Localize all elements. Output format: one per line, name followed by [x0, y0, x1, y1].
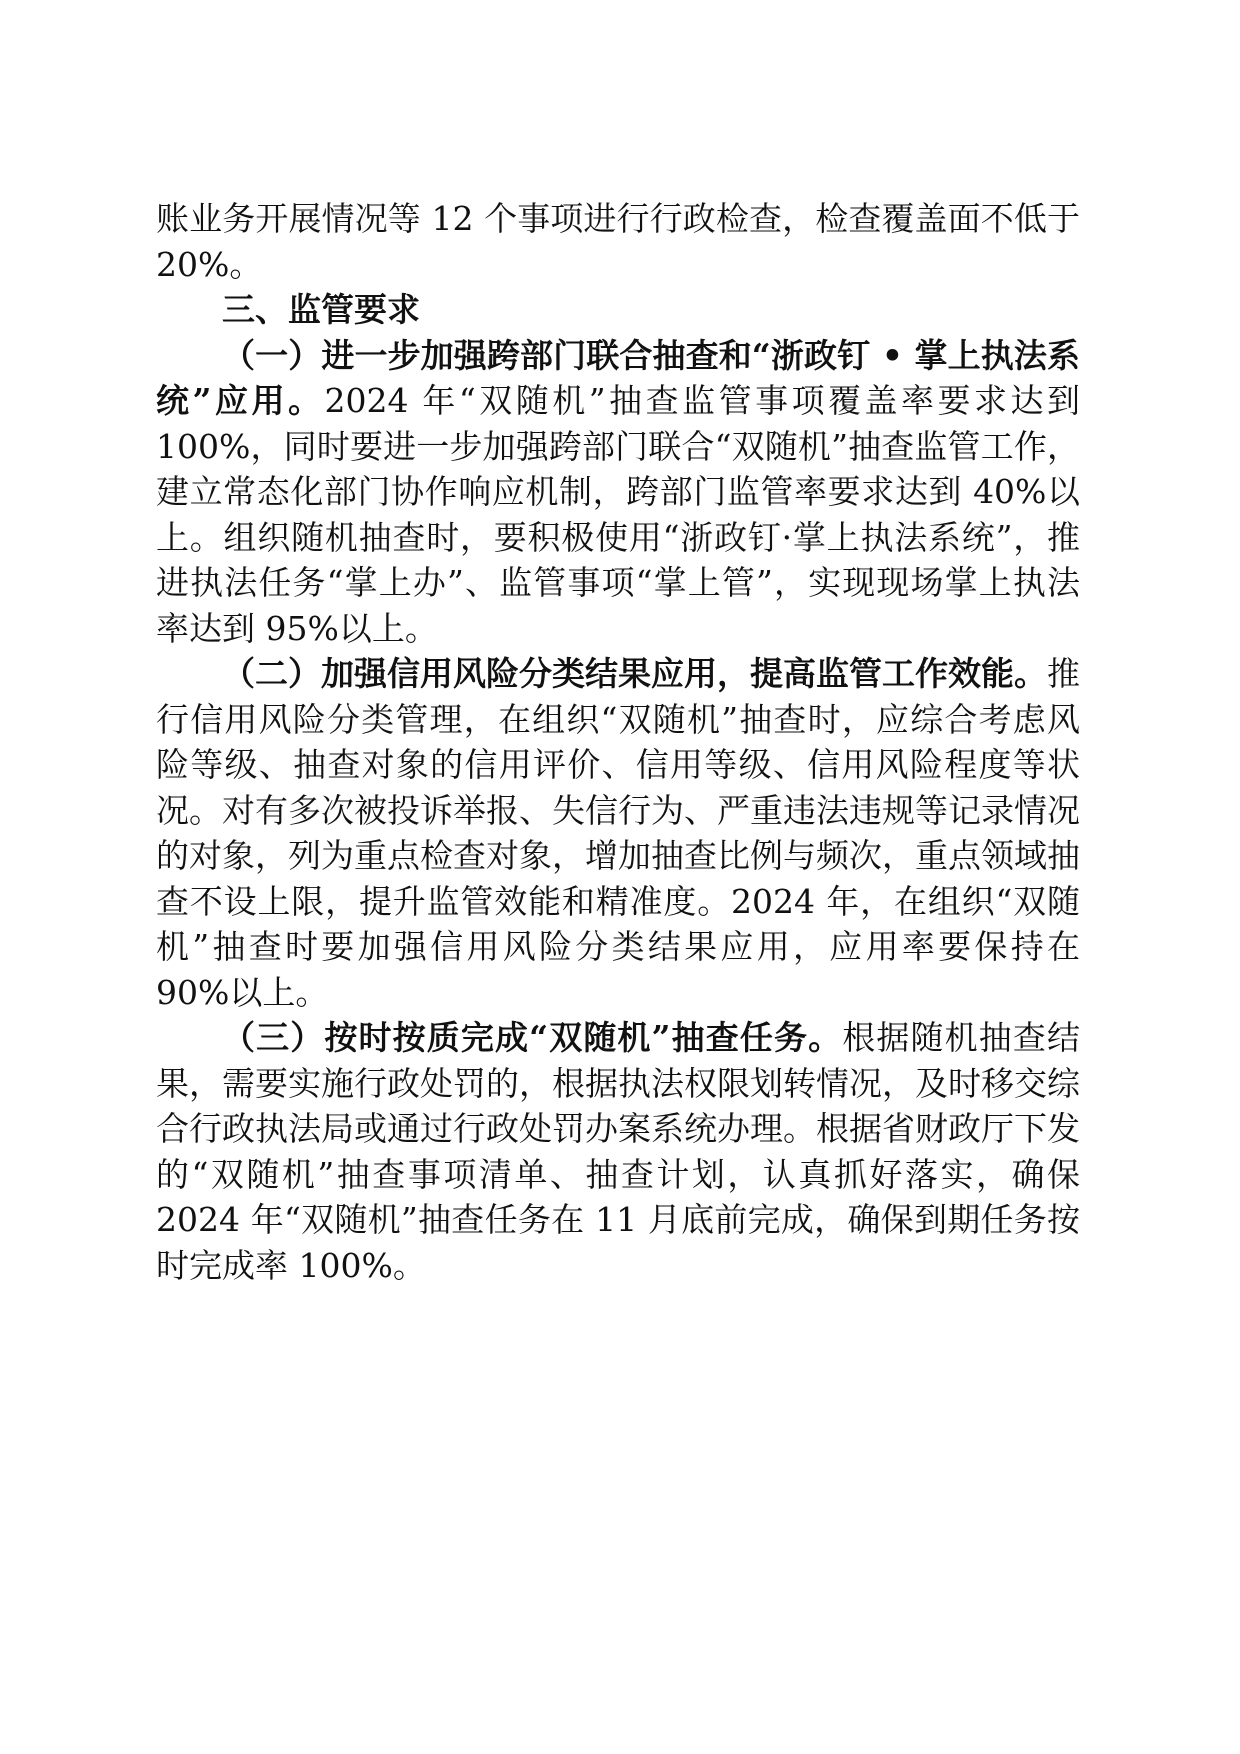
- document-body: [156, 196, 1080, 1288]
- item-1-heading: （一）进一步加强跨部门联合抽查和“浙政钉 • 掌上执法系统”应用。: [156, 335, 1080, 420]
- item-2-heading: （二）加强信用风险分类结果应用，提高监管工作效能。: [222, 654, 1047, 693]
- section-heading: 三、监管要求: [222, 290, 420, 329]
- item-1-body: 2024 年“双随机”抽查监管事项覆盖率要求达到 100%，同时要进一步加强跨部门联合“双随机”抽查监管工作，建立常态化部门协作响应机制，跨部门监管率要求达到 40%以上。组织随机抽查时，要积极使用“浙政钉·掌上执法系统”，推进执法任务“掌上办”、监管事项“掌上管”，实现现场掌上执法率达到 95%以上。: [156, 381, 1081, 648]
- item-3-paragraph: [156, 1015, 1080, 1288]
- item-3-body: 根据随机抽查结果，需要实施行政处罚的，根据执法权限划转情况，及时移交综合行政执法局或通过行政处罚办案系统办理。根据省财政厅下发的“双随机”抽查事项清单、抽查计划，认真抓好落实，确保 2024 年“双随机”抽查任务在 11 月底前完成，确保到期任务按时完成率 100%。: [156, 1018, 1081, 1285]
- item-2-paragraph: [156, 651, 1080, 1015]
- continuation-paragraph: 账业务开展情况等 12 个事项进行行政检查，检查覆盖面不低于 20%。: [156, 199, 1080, 284]
- item-2-body: 推行信用风险分类管理，在组织“双随机”抽查时，应综合考虑风险等级、抽查对象的信用评价、信用等级、信用风险程度等状况。对有多次被投诉举报、失信行为、严重违法违规等记录情况的对象，列为重点检查对象，增加抽查比例与频次，重点领域抽查不设上限，提升监管效能和精准度。2024 年，在组织“双随机”抽查时要加强信用风险分类结果应用，应用率要保持在 90%以上。: [156, 654, 1080, 1012]
- item-3-heading: （三）按时按质完成“双随机”抽查任务。: [222, 1018, 843, 1057]
- item-1-paragraph: [156, 333, 1080, 652]
